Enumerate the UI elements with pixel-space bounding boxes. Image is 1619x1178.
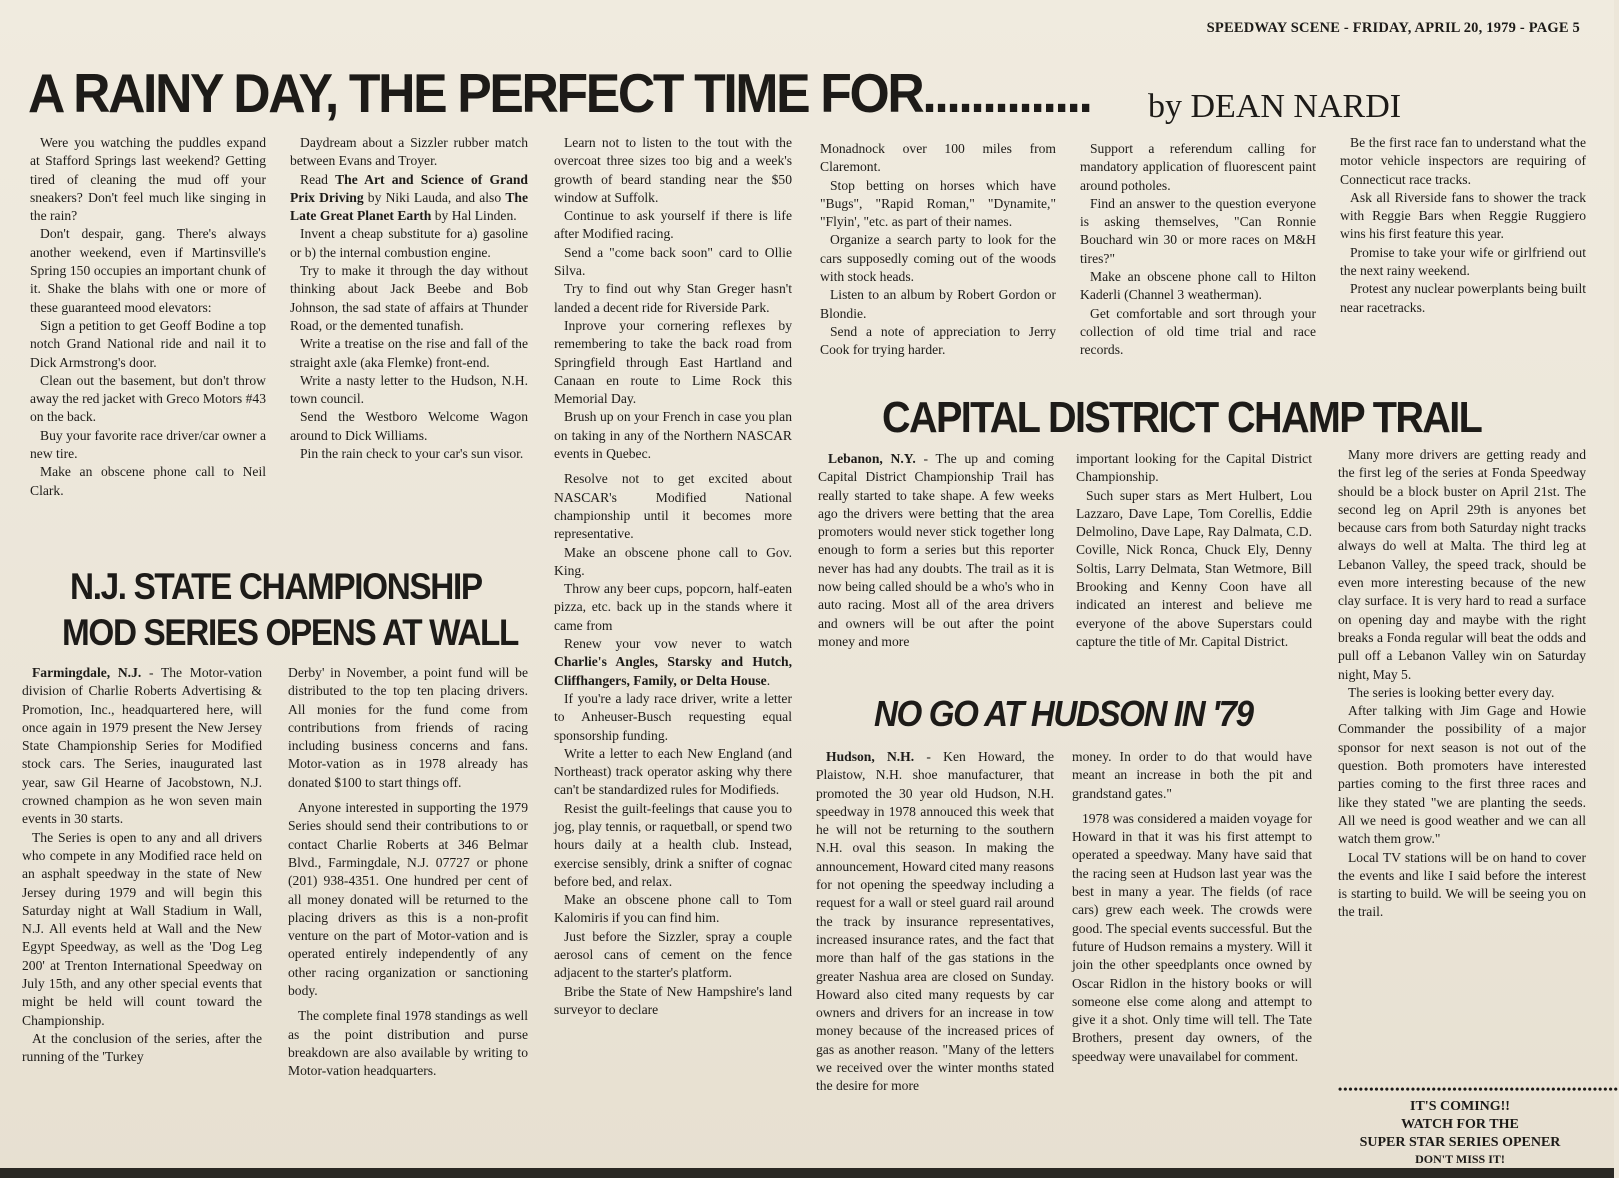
paragraph: Resist the guilt-feelings that cause you to jog, play tennis, or raquetball, or spend two hours daily at a health club. Instead, exercise sensibly, drink a snifter of cognac before bed, and relax. <box>554 800 792 889</box>
nj-story-column-1 <box>22 664 262 1164</box>
paragraph: Brush up on your French in case you plan on taking in any of the Northern NASCAR events in Quebec. <box>554 409 792 462</box>
paragraph: Try to make it through the day without thinking about Jack Beebe and Bob Johnson, the sad state of affairs at Thunder Road, or the demented tunafish. <box>290 263 528 333</box>
text: - The Motor-vation division of Charlie Roberts Advertising & Promotion, Inc., headquartered here, will once again in 1979 present the New Jersey State Championship Series for Modified stock cars. The Series, inaugurated last year, saw Gil Hearne of Jacobstown, N.J. crowned champion as he won seven main events in 30 starts. <box>22 665 263 827</box>
rainy-day-column-2 <box>290 134 528 570</box>
paragraph: Inprove your cornering reflexes by remembering to take the back road from Springfield through East Hartland and Canaan en route to Lime Rock this Memorial Day. <box>554 317 792 407</box>
paragraph: Resolve not to get excited about NASCAR's Modified National championship until it becomes more representative. <box>554 471 792 542</box>
text: . <box>766 672 771 688</box>
nj-story-column-2 <box>288 664 528 1164</box>
text: by Niki Lauda, and also <box>363 189 506 205</box>
promo-line-2: WATCH FOR THE <box>1401 1117 1519 1132</box>
paragraph: Continue to ask yourself if there is life after Modified racing. <box>554 208 792 242</box>
paragraph: Support a referendum calling for mandatory application of fluorescent paint around potholes. <box>1080 141 1316 193</box>
paragraph: Send the Westboro Welcome Wagon around to Dick Williams. <box>290 409 528 443</box>
nj-headline-line-2: MOD SERIES OPENS AT WALL <box>62 612 519 653</box>
paragraph: The Series is open to any and all drivers who compete in any Modified race held on an asphalt speedway in the state of New Jersey during 1979 and will begin this Saturday night at Wall Stadium in Wall, N.J. All events held at Wall and the New Egypt Speedway, as well as the 'Dog Leg 200' at Trenton International Speedway on July 15th, and any other special events that might be held will count toward the Championship. <box>22 829 262 1028</box>
paragraph: Were you watching the puddles expand at Stafford Springs last weekend? Getting tired of cleaning the mud off your sneakers? Don't feel much like singing in the rain? <box>30 135 266 224</box>
paragraph: Be the first race fan to understand what the motor vehicle inspectors are requiring of Connecticut race tracks. <box>1340 135 1586 187</box>
paragraph: Listen to an album by Robert Gordon or Blondie. <box>820 287 1056 321</box>
rainy-day-column-1 <box>30 134 266 566</box>
paragraph: Invent a cheap substitute for a) gasoline or b) the internal combustion engine. <box>290 226 528 260</box>
paragraph: The complete final 1978 standings as well as the point distribution and purse breakdown are also available by writing to Motor-vation headquarters. <box>288 1008 528 1079</box>
dotted-rule: •••••••••••••••••••••••••••••••••••••••••••••••••••••• <box>1338 1082 1619 1096</box>
paragraph: Protest any nuclear powerplants being built near racetracks. <box>1340 281 1586 315</box>
paragraph <box>816 748 1054 1096</box>
paragraph: Bribe the State of New Hampshire's land surveyor to declare <box>554 983 792 1017</box>
paragraph: Make an obscene phone call to Hilton Kaderli (Channel 3 weatherman). <box>1080 269 1316 303</box>
capital-story-column-2 <box>1076 450 1312 690</box>
paragraph <box>290 171 528 226</box>
paragraph: After talking with Jim Gage and Howie Commander the possibility of a major sponsor for next season is not out of the question. Both promoters have interested parties coming to the first three races and like they stated "we are planting the seeds. All we need is good weather and we can all watch them grow." <box>1338 703 1586 847</box>
book-title: The Late Great Planet Earth <box>290 189 528 224</box>
paragraph: Pin the rain check to your car's sun visor. <box>300 446 524 462</box>
capital-story-column-1 <box>818 450 1054 690</box>
text: Renew your vow never to watch <box>564 636 792 652</box>
paragraph: Send a "come back soon" card to Ollie Silva. <box>554 244 792 279</box>
tv-shows: Charlie's Angles, Starsky and Hutch, Cliffhangers, Family, or Delta House <box>554 654 792 688</box>
rainy-day-column-3 <box>554 134 792 1164</box>
paragraph: Promise to take your wife or girlfriend out the next rainy weekend. <box>1340 244 1586 279</box>
rainy-day-column-5 <box>1080 140 1316 386</box>
paragraph: Find an answer to the question everyone is asking themselves, "Can Ronnie Bouchard win 30 or more races on M&H tires?" <box>1080 195 1316 266</box>
paragraph: Try to find out why Stan Greger hasn't landed a decent ride for Riverside Park. <box>554 281 792 315</box>
text: - The up and coming Capital District Championship Trail has really started to take shape. A few weeks ago the drivers were betting that the area promoters would never stick together long enough to form a series but this reporter never has had any doubts. The trail as it is now being called should be a who's who in auto racing. Most all of the area drivers and owners will be out after the point money and more <box>818 451 1054 649</box>
bottom-edge-bar <box>0 1168 1614 1178</box>
text: by Hal Linden. <box>431 208 517 224</box>
paragraph: Write a nasty letter to the Hudson, N.H. town council. <box>290 372 528 407</box>
dateline: Lebanon, N.Y. <box>828 451 916 466</box>
hudson-headline: NO GO AT HUDSON IN '79 <box>874 693 1253 734</box>
paragraph: Write a treatise on the rise and fall of the straight axle (aka Flemke) front-end. <box>290 336 528 370</box>
paragraph: Daydream about a Sizzler rubber match between Evans and Troyer. <box>290 135 528 169</box>
promo-line-3: SUPER STAR SERIES OPENER <box>1359 1135 1561 1150</box>
paragraph: Make an obscene phone call to Gov. King. <box>554 544 792 578</box>
paragraph: Don't despair, gang. There's always another weekend, even if Martinsville's Spring 150 occupies an important chunk of it. Shake the blahs with one or more of these guaranteed mood elevators: <box>30 226 266 315</box>
paragraph: Get comfortable and sort through your collection of old time trial and race records. <box>1080 305 1316 358</box>
paragraph: Clean out the basement, but don't throw away the red jacket with Greco Motors #43 on the back. <box>30 372 266 425</box>
capital-district-headline: CAPITAL DISTRICT CHAMP TRAIL <box>882 393 1482 442</box>
paragraph: Local TV stations will be on hand to cover the events and like I said before the interest is starting to build. We will be seeing you on the trail. <box>1338 849 1586 920</box>
paragraph: Sign a petition to get Geoff Bodine a top notch Grand National ride and nail it to Dick Armstrong's door. <box>30 317 266 370</box>
paragraph <box>818 450 1054 651</box>
paragraph: Write a letter to each New England (and Northeast) track operator asking why there can't be standardized rules for Modifieds. <box>554 745 792 798</box>
paragraph: Just before the Sizzler, spray a couple aerosol cans of cement on the fence adjacent to the starter's platform. <box>554 928 792 981</box>
main-headline: A RAINY DAY, THE PERFECT TIME FOR.............. <box>28 62 1091 124</box>
paragraph: Such super stars as Mert Hulbert, Lou Lazzaro, Dave Lape, Tom Corellis, Eddie Delmolino, Dave Lape, Ray Dalmata, C.D. Coville, Nick Ronca, Chuck Ely, Denny Soltis, Larry Delmata, Stan Wetmore, Bill Brooking and Kenny Coon have all indicated an interest and believe me everyone of the above Superstars could capture the title of Mr. Capital District. <box>1076 487 1312 649</box>
nj-headline-line-1: N.J. STATE CHAMPIONSHIP <box>70 566 482 607</box>
paragraph: Organize a search party to look for the cars supposedly coming out of the woods with stock heads. <box>820 232 1056 285</box>
hudson-story-column-2 <box>1072 748 1312 1166</box>
rainy-day-column-4 <box>820 140 1056 386</box>
paragraph: money. In order to do that would have meant an increase in both the pit and grandstand gates." <box>1072 749 1312 801</box>
book-title: The Art and Science of Grand Prix Driving <box>290 171 528 205</box>
paragraph: Learn not to listen to the tout with the overcoat three sizes too big and a week's growth of beard standing near the $50 window at Suffolk. <box>554 135 792 205</box>
byline: by DEAN NARDI <box>1148 88 1402 125</box>
paragraph: Make an obscene phone call to Neil Clark. <box>30 464 266 498</box>
text: Read <box>300 171 336 187</box>
dateline: Hudson, N.H. <box>826 749 915 764</box>
paragraph: Throw any beer cups, popcorn, half-eaten pizza, etc. back up in the stands where it came from <box>554 581 792 633</box>
paragraph: Monadnock over 100 miles from Claremont. <box>820 141 1056 175</box>
rainy-day-column-6 <box>1340 134 1586 384</box>
capital-story-column-3 <box>1338 446 1586 1078</box>
paragraph: If you're a lady race driver, write a letter to Anheuser-Busch requesting equal sponsorship funding. <box>554 690 792 743</box>
paragraph: Make an obscene phone call to Tom Kalomiris if you can find him. <box>554 892 792 926</box>
dateline: Farmingdale, N.J. <box>32 665 142 680</box>
promo-line-4: DON'T MISS IT! <box>1415 1152 1505 1166</box>
text: - Ken Howard, the Plaistow, N.H. shoe manufacturer, that promoted the 30 year old Hudson, N.H. speedway in 1978 annouced this week that he will not be returning to the southern N.H. oval this season. In making the announcement, Howard cited many reasons for not opening the speedway including a request for a wall or steel guard rail around the track by insurance representatives, increased insurance rates, and the fact that more than half of the gas stations in the greater Nashua area are closed on Sunday. Howard also cited many requests by car owners and drivers for an increase in tow money because of the increased prices of gas as another reason. "Many of the letters we received over the winter months stated the desire for more <box>816 749 1055 1094</box>
paragraph: Send a note of appreciation to Jerry Cook for trying harder. <box>820 323 1056 358</box>
paragraph: The series is looking better every day. <box>1348 684 1555 700</box>
promo-line-1: IT'S COMING!! <box>1410 1099 1510 1114</box>
running-head: SPEEDWAY SCENE - FRIDAY, APRIL 20, 1979 - PAGE 5 <box>1206 20 1580 36</box>
paragraph: Anyone interested in supporting the 1979 Series should send their contributions to or contact Charlie Roberts at 346 Belmar Blvd., Farmingdale, N.J. 07727 or phone (201) 938-4351. One hundred per cent of all money donated will be returned to the placing drivers as this is a non-profit venture on the part of Motor-vation and is operated entirely independently of any other racing organization or sanctioning body. <box>288 800 528 999</box>
paragraph <box>22 664 262 829</box>
paragraph: 1978 was considered a maiden voyage for Howard in that it was his first attempt to operated a speedway. Many have said that the racing seen at Hudson last year was the best in many a year. The fields (of race cars) grew each week. The crowds were good. The special events successful. But the future of Hudson remains a mystery. Will it join the other speedplants once owned by Oscar Ridlon in the history books or will someone else come along and attempt to give it a shot. Only time will tell. The Tate Brothers, present day owners, of the speedway were unavailabel for comment. <box>1072 810 1312 1064</box>
paragraph: important looking for the Capital District Championship. <box>1076 451 1312 485</box>
paragraph: Derby' in November, a point fund will be distributed to the top ten placing drivers. All monies for the fund come from contributions from friends of racing including business concerns and fans. Motor-vation as in 1978 already has donated $100 to start things off. <box>288 665 528 790</box>
paragraph: At the conclusion of the series, after the running of the 'Turkey <box>22 1030 262 1065</box>
paragraph: Stop betting on horses which have "Bugs", "Rapid Roman," "Dynamite," "Flyin', "etc. as part of their names. <box>820 177 1056 230</box>
paragraph: Many more drivers are getting ready and the first leg of the series at Fonda Speedway should be a block buster on April 21st. The second leg on April 29th is anyones bet because cars from both Saturday night tracks always do well at Malta. The third leg at Lebanon Valley, the speed track, should be even more interesting because of the new clay surface. It is very hard to read a surface on opening day and maybe with the right breaks a Fonda regular will beat the odds and pull off a Lebanon Valley win on Saturday night, May 5. <box>1338 447 1586 682</box>
paragraph: Buy your favorite race driver/car owner a new tire. <box>30 427 266 462</box>
hudson-story-column-1 <box>816 748 1054 1166</box>
paragraph: Ask all Riverside fans to shower the track with Reggie Bars when Reggie Ruggiero wins his first feature this year. <box>1340 189 1586 242</box>
paragraph <box>554 635 792 690</box>
